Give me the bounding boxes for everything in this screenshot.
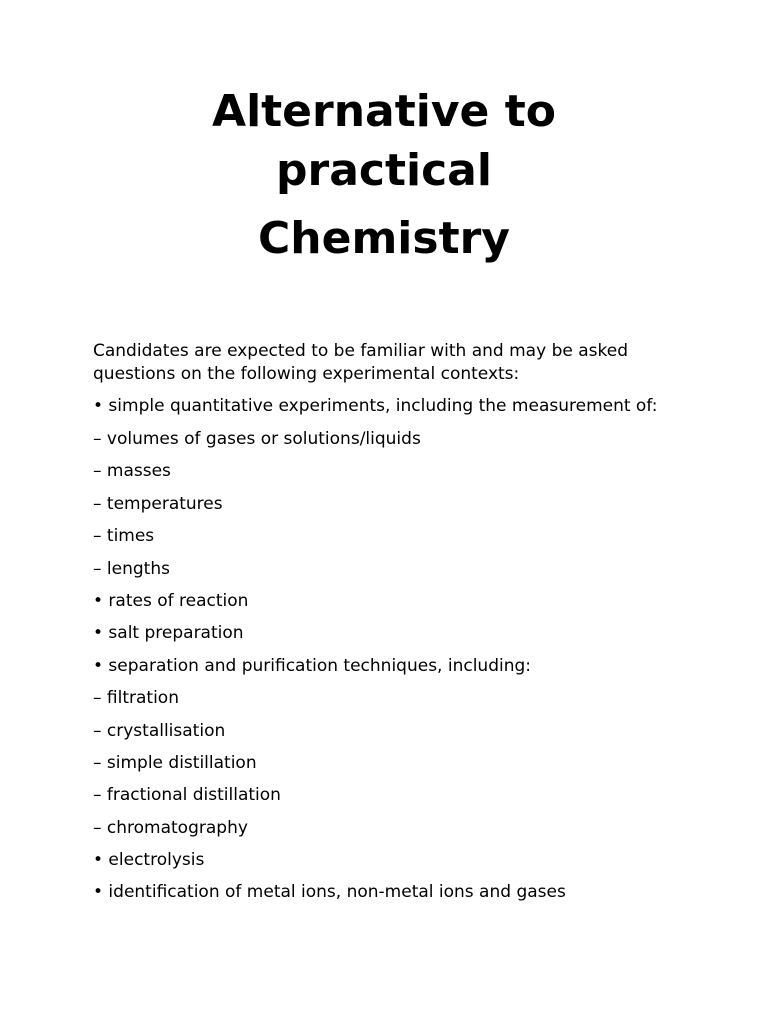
list-item: – chromatography	[93, 817, 248, 838]
list-item: – masses	[93, 461, 171, 482]
page-title-line-2: practical	[276, 145, 492, 196]
list-item: – lengths	[93, 558, 170, 579]
list-item: • separation and purification techniques, including:	[93, 655, 532, 676]
page-title-line-3: Chemistry	[258, 213, 510, 264]
list-item: – volumes of gases or solutions/liquids	[93, 429, 421, 449]
page-title-line-1: Alternative to	[212, 86, 556, 137]
list-item: – simple distillation	[93, 752, 257, 773]
list-item: – filtration	[93, 688, 179, 709]
list-item: • electrolysis	[93, 850, 205, 871]
list-item: • rates of reaction	[93, 590, 249, 611]
list-item: – times	[93, 526, 155, 547]
list-item: • salt preparation	[93, 623, 244, 644]
list-item: – fractional distillation	[93, 785, 281, 806]
intro-paragraph: Candidates are expected to be familiar with and may be asked questions on the following experimental contexts:	[93, 341, 628, 384]
list-item: • simple quantitative experiments, including the measurement of:	[93, 396, 658, 416]
list-item: – crystallisation	[93, 720, 226, 741]
list-item: – temperatures	[93, 493, 223, 514]
list-item: • identification of metal ions, non-metal ions and gases	[93, 882, 566, 903]
context-list	[93, 395, 693, 914]
